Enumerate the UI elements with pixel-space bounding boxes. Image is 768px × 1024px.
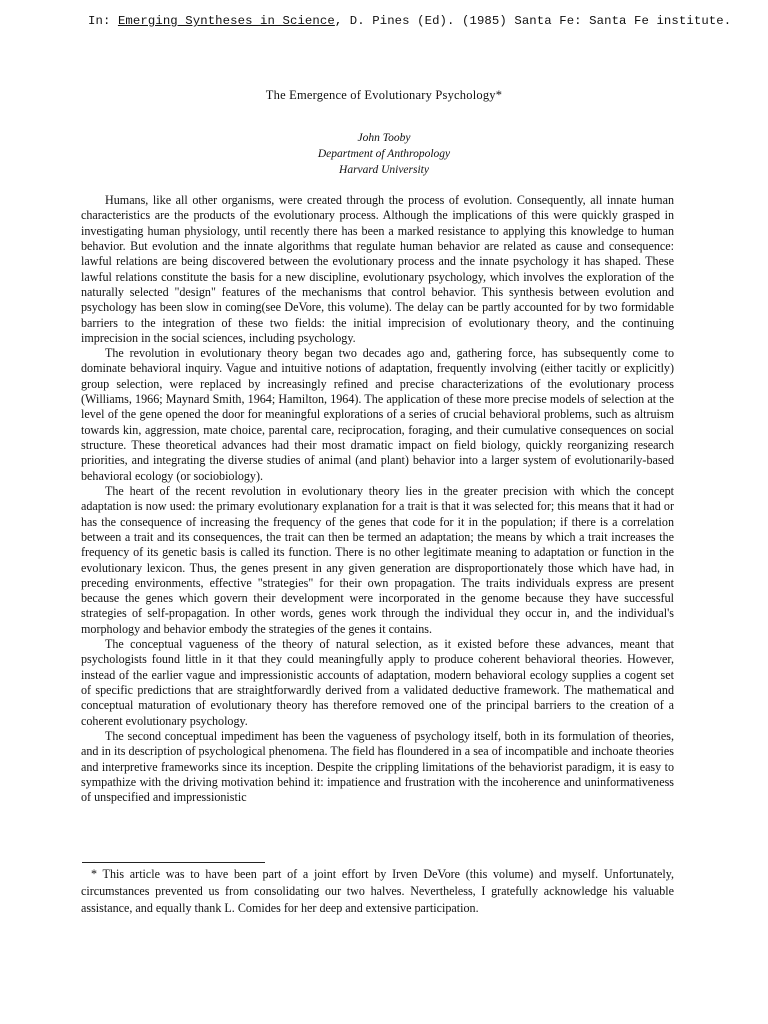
citation-prefix: In: xyxy=(88,14,111,28)
body-paragraph: The revolution in evolutionary theory began two decades ago and, gathering force, has subsequently come to dominate behavioral inquiry. Vague and intuitive notions of adaptation, frequently involving (either tacitly or explicitly) group selection, were replaced by increasingly refined and precise characterizations of the evolutionary process (Williams, 1966; Maynard Smith, 1964; Hamilton, 1964). The application of these more precise models of selection at the level of the gene opened the door for meaningful explorations of a series of crucial behavioral problems, such as altruism towards kin, aggression, mate choice, parental care, reciprocation, foraging, and their cumulative consequences on social structure. These theoretical advances had their most dramatic impact on field biology, quickly reorganizing research priorities, and integrating the diverse studies of animal (and plant) behavior into a larger system of evolutionarily-based behavioral ecology (or sociobiology). xyxy=(81,346,674,483)
citation-book-title: Emerging Syntheses in Science xyxy=(117,14,335,28)
author-university: Harvard University xyxy=(339,164,429,176)
article-body xyxy=(81,193,674,806)
footnote: * This article was to have been part of a joint effort by Irven DeVore (this volume) and myself. Unfortunately, circumstances prevented us from consolidating our two halves. Nevertheless, I gratefully acknowledge his valuable assistance, and equally thank L. Comides for her deep and extensive participation. xyxy=(81,867,674,915)
body-paragraph: The second conceptual impediment has been the vagueness of psychology itself, both in its formulation of theories, and in its description of psychological phenomena. The field has floundered in a sea of incompatible and inchoate theories and interpretive frameworks since its inception. Despite the crippling limitations of the behaviorist paradigm, it is easy to sympathize with the driving motivation behind it: impatience and frustration with the incoherence and uninformativeness of unspecified and impressionistic xyxy=(81,728,674,805)
body-paragraph: The conceptual vagueness of the theory of natural selection, as it existed before these advances, meant that psychologists found little in it that they could meaningfully apply to produce coherent behavioral theories. However, instead of the earlier vague and impressionistic accounts of adaptation, modern behavioral ecology supplies a cogent set of specific predictions that are straightforwardly derived from a validated deductive framework. The mathematical and conceptual maturation of evolutionary theory has therefore removed one of the principal barriers to the creation of a coherent evolutionary psychology. xyxy=(81,637,674,728)
footnote-divider xyxy=(82,862,265,863)
article-title: The Emergence of Evolutionary Psychology* xyxy=(265,88,503,102)
author-block xyxy=(0,130,768,178)
author-department: Department of Anthropology xyxy=(317,148,451,160)
citation-details: , D. Pines (Ed). (1985) Santa Fe: Santa Fe institute. xyxy=(334,14,732,28)
citation-header xyxy=(88,14,738,28)
body-paragraph: Humans, like all other organisms, were created through the process of evolution. Consequently, all innate human characteristics are the products of the evolutionary process. Although the implications of this were quickly grasped in investigating human physiology, until recently there has been a marked resistance to applying this knowledge to human behavior. But evolution and the innate algorithms that regulate human behavior are related as cause and consequence: lawful relations are being discovered between the evolutionary process and the innate psychology it has shaped. These lawful relations constitute the basis for a new discipline, evolutionary psychology, which involves the exploration of the naturally selected "design" features of the mechanisms that control behavior. This synthesis between evolution and psychology has been slow in coming(see DeVore, this volume). The delay can be partly accounted for by two formidable barriers to the integration of these two fields: the initial imprecision of evolutionary theory, and the continuing imprecision in the social sciences, including psychology. xyxy=(81,193,674,345)
author-name: John Tooby xyxy=(357,132,411,144)
body-paragraph: The heart of the recent revolution in evolutionary theory lies in the greater precision with which the concept adaptation is now used: the primary evolutionary explanation for a trait is that it was selected for; this means that it had or has the consequence of increasing the frequency of the genes that code for it in the population; if there is a correlation between a trait and its consequences, the trait can then be termed an adaptation; the means by which a trait increases the frequency of its genetic basis is called its function. There is no other legitimate meaning to adaptation or function in the evolutionary lexicon. Thus, the genes present in any given generation are disproportionately those which have had, in preceding environments, effective "strategies" for their own propagation. The traits individuals express are present because the genes which govern their development were incorporated in the genome because they have successful strategies of self-propagation. In other words, genes work through the individual they occur in, and the individual's morphology and behavior embody the strategies of the genes it contains. xyxy=(81,483,674,636)
